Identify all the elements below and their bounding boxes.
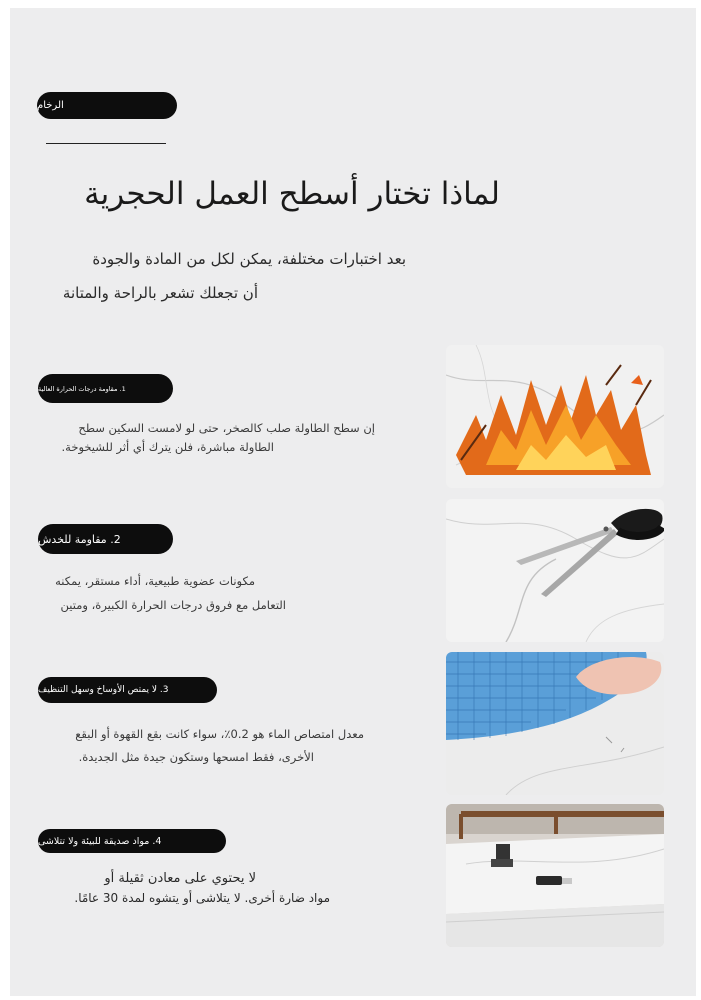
cloth-wiping-marble-image [446, 652, 664, 795]
feature-3-line-1: معدل امتصاص الماء هو 0.2٪، سواء كانت بقع القهوة أو البقع [75, 727, 364, 741]
feature-4-line-1: لا يحتوي على معادن ثقيلة أو [104, 871, 256, 886]
feature-4-line-2: مواد ضارة أخرى. لا يتلاشى أو يتشوه لمدة 30 عامًا. [74, 891, 330, 905]
page-title: لماذا تختار أسطح العمل الحجرية [84, 176, 500, 212]
feature-2-line-1: مكونات عضوية طبيعية، أداء مستقر، يمكنه [55, 574, 255, 588]
feature-label-stain-resistance: 3. لا يمتص الأوساخ وسهل التنظيف [38, 677, 217, 703]
intro-line-2: أن تجعلك تشعر بالراحة والمتانة [62, 284, 258, 302]
divider [46, 143, 166, 144]
intro-line-1: بعد اختبارات مختلفة، يمكن لكل من المادة والجودة [92, 250, 406, 268]
material-tag-label: الرخام [37, 100, 64, 111]
feature-3-line-2: الأخرى، فقط امسحها وستكون جيدة مثل الجديدة. [78, 750, 314, 764]
feature-label-scratch-resistance: 2. مقاومة للخدش [38, 524, 173, 554]
fire-on-marble-image [446, 345, 664, 488]
feature-1-line-2: الطاولة مباشرة، فلن يترك أي أثر للشيخوخة. [61, 440, 274, 454]
marble-tv-cabinet-image [446, 804, 664, 947]
feature-1-line-1: إن سطح الطاولة صلب كالصخر، حتى لو لامست السكين سطح [78, 421, 375, 435]
feature-2-line-2: التعامل مع فروق درجات الحرارة الكبيرة، ومتين [60, 598, 286, 612]
feature-label-eco-friendly: 4. مواد صديقة للبيئة ولا تتلاشى [38, 829, 226, 853]
scissors-on-marble-image [446, 499, 664, 642]
material-tag [37, 92, 177, 119]
feature-label-heat-resistance: 1. مقاومة درجات الحرارة العالية [38, 374, 173, 403]
